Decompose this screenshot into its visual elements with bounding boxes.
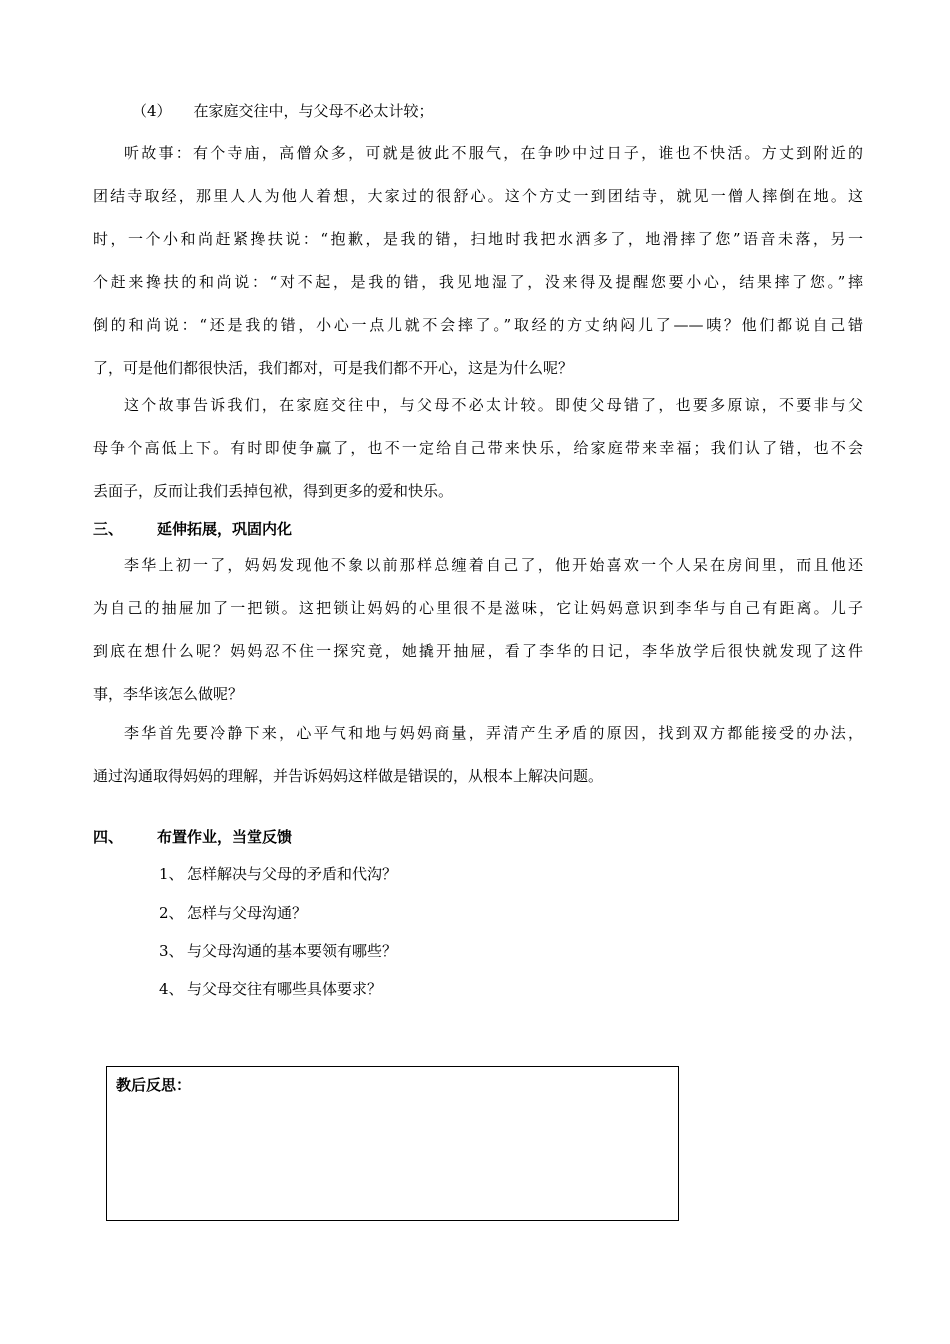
section-3-heading	[93, 519, 292, 539]
moral-line: 丢面子，反而让我们丢掉包袱，得到更多的爱和快乐。	[93, 482, 454, 500]
story-line: 团结寺取经，那里人人为他人着想，大家过的很舒心。这个方丈一到团结寺，就见一僧人摔倒在地。这	[93, 187, 863, 205]
story-line: 听故事：有个寺庙，高僧众多，可就是彼此不服气，在争吵中过日子，谁也不快活。方丈到附近的	[124, 144, 863, 162]
case-line: 到底在想什么呢？妈妈忍不住一探究竟，她撬开抽屉，看了李华的日记，李华放学后很快就发现了这件	[93, 642, 863, 660]
section-4-number: 四、	[93, 828, 124, 846]
story-line: 倒的和尚说：“还是我的错，小心一点儿就不会摔了。”取经的方丈纳闷儿了——咦？他们都说自己错	[93, 316, 863, 334]
case-line: 李华上初一了，妈妈发现他不象以前那样总缠着自己了，他开始喜欢一个人呆在房间里，而且他还	[124, 556, 863, 574]
moral-line: 母争个高低上下。有时即使争赢了，也不一定给自己带来快乐，给家庭带来幸福；我们认了错，也不会	[93, 439, 863, 457]
story-line: 了，可是他们都很快活，我们都对，可是我们都不开心，这是为什么呢？	[93, 359, 574, 377]
section-3-number: 三、	[93, 520, 124, 538]
homework-item: 2、 怎样与父母沟通？	[159, 904, 308, 922]
reflection-box	[106, 1066, 679, 1221]
point-4-number: （4）	[132, 102, 172, 120]
moral-line: 这个故事告诉我们，在家庭交往中，与父母不必太计较。即使父母错了，也要多原谅，不要非与父	[124, 396, 863, 414]
section-4-title: 布置作业，当堂反馈	[157, 828, 293, 846]
answer-line: 李华首先要冷静下来，心平气和地与妈妈商量，弄清产生矛盾的原因，找到双方都能接受的办法，	[124, 724, 863, 742]
point-4-text: 在家庭交往中，与父母不必太计较；	[193, 102, 434, 120]
section-3-title: 延伸拓展，巩固内化	[157, 520, 293, 538]
reflection-title: 教后反思：	[116, 1076, 192, 1094]
homework-item: 1、 怎样解决与父母的矛盾和代沟？	[159, 865, 398, 883]
answer-line: 通过沟通取得妈妈的理解，并告诉妈妈这样做是错误的，从根本上解决问题。	[93, 767, 604, 785]
section-4-heading	[93, 827, 292, 847]
story-line: 时，一个小和尚赶紧搀扶说：“抱歉，是我的错，扫地时我把水洒多了，地滑摔了您”语音未落，另一	[93, 230, 863, 248]
case-line: 事，李华该怎么做呢？	[93, 685, 244, 703]
homework-item: 3、 与父母沟通的基本要领有哪些？	[159, 942, 398, 960]
point-4	[132, 101, 902, 121]
homework-item: 4、 与父母交往有哪些具体要求？	[159, 980, 383, 998]
story-line: 个赶来搀扶的和尚说：“对不起，是我的错，我见地湿了，没来得及提醒您要小心，结果摔了您。”摔	[93, 273, 863, 291]
case-line: 为自己的抽屉加了一把锁。这把锁让妈妈的心里很不是滋味，它让妈妈意识到李华与自己有距离。儿子	[93, 599, 863, 617]
